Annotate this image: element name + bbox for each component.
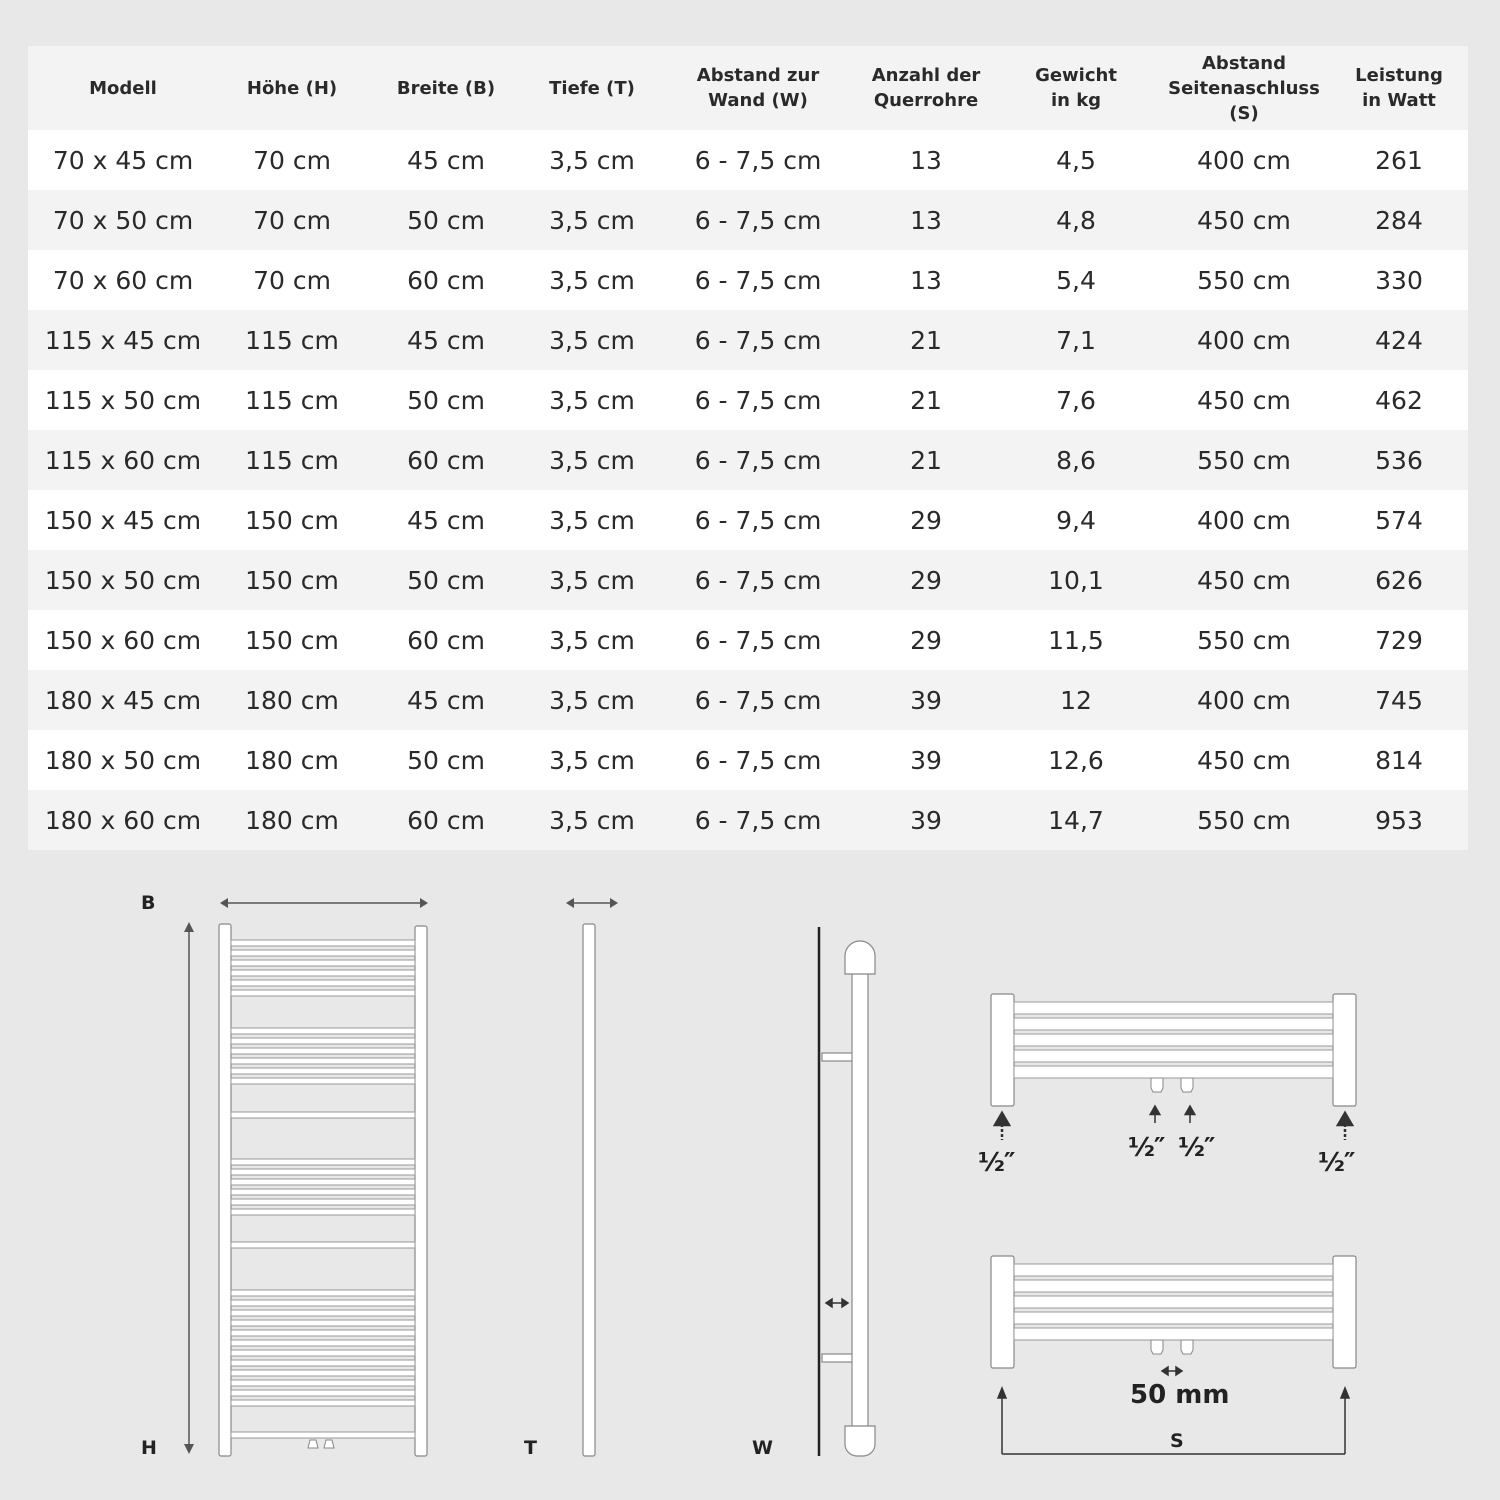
crossbar (231, 990, 415, 996)
table-cell: 261 (1330, 130, 1468, 190)
arrow-right-icon (842, 1299, 848, 1307)
radiator-rail-side (852, 960, 868, 1430)
table-cell: 115 cm (218, 430, 366, 490)
table-cell: 3,5 cm (526, 610, 658, 670)
table-cell: 180 cm (218, 670, 366, 730)
table-cell: 180 x 60 cm (28, 790, 218, 850)
table-cell: 4,8 (994, 190, 1158, 250)
table-cell: 150 x 60 cm (28, 610, 218, 670)
table-cell: 50 cm (366, 370, 526, 430)
table-cell: 180 x 45 cm (28, 670, 218, 730)
valve-icon (324, 1440, 334, 1448)
radiator-left-rail (219, 924, 231, 1456)
arrow-left-icon (1162, 1367, 1168, 1375)
crossbar (231, 1300, 415, 1306)
crossbar (231, 1159, 415, 1165)
crossbar (231, 1068, 415, 1074)
side-connection-label: S (1170, 1430, 1184, 1452)
table-cell: 14,7 (994, 790, 1158, 850)
table-cell: 50 cm (366, 190, 526, 250)
table-cell: 6 - 7,5 cm (658, 430, 858, 490)
arrow-up-icon (1341, 1388, 1349, 1398)
crossbar (231, 1400, 415, 1406)
table-cell: 11,5 (994, 610, 1158, 670)
valve-icon (1151, 1340, 1163, 1354)
table-cell: 60 cm (366, 790, 526, 850)
table-cell: 3,5 cm (526, 370, 658, 430)
arrow-down-icon (184, 1444, 194, 1454)
table-cell: 45 cm (366, 310, 526, 370)
table-cell: 70 x 45 cm (28, 130, 218, 190)
crossbar (231, 1350, 415, 1356)
width-label: B (141, 892, 156, 914)
arrow-up-icon (184, 922, 194, 932)
table-cell: 6 - 7,5 cm (658, 490, 858, 550)
column-header: Gewicht in kg (994, 46, 1158, 130)
table-cell: 3,5 cm (526, 730, 658, 790)
arrow-up-icon (1338, 1113, 1352, 1125)
arrow-up-icon (995, 1113, 1009, 1125)
connection-size-label: ½″ (1128, 1133, 1165, 1163)
table-cell: 180 x 50 cm (28, 730, 218, 790)
table-cell: 3,5 cm (526, 670, 658, 730)
table-cell: 13 (858, 130, 994, 190)
crossbar (231, 1078, 415, 1084)
table-cell: 150 cm (218, 550, 366, 610)
table-cell: 4,5 (994, 130, 1158, 190)
radiator-left-rail (991, 994, 1014, 1106)
table-cell: 70 cm (218, 190, 366, 250)
crossbar (1014, 1296, 1333, 1308)
column-header: Leistung in Watt (1330, 46, 1468, 130)
height-label: H (141, 1437, 157, 1459)
table-cell: 814 (1330, 730, 1468, 790)
table-cell: 450 cm (1158, 370, 1330, 430)
crossbar (1014, 1328, 1333, 1340)
table-cell: 3,5 cm (526, 130, 658, 190)
valve-icon (308, 1440, 318, 1448)
crossbar (231, 1290, 415, 1296)
table-cell: 115 x 45 cm (28, 310, 218, 370)
table-cell: 284 (1330, 190, 1468, 250)
crossbar (1014, 1050, 1333, 1062)
crossbar (231, 960, 415, 966)
rail-cap-bottom (845, 1426, 875, 1456)
table-cell: 450 cm (1158, 730, 1330, 790)
table-cell: 450 cm (1158, 190, 1330, 250)
table-cell: 70 cm (218, 250, 366, 310)
table-cell: 45 cm (366, 130, 526, 190)
table-cell: 3,5 cm (526, 790, 658, 850)
table-cell: 626 (1330, 550, 1468, 610)
table-cell: 10,1 (994, 550, 1158, 610)
crossbar (231, 1370, 415, 1376)
arrow-left-icon (220, 898, 228, 908)
connection-size-label: ½″ (1318, 1148, 1355, 1178)
depth-label: T (524, 1437, 537, 1459)
table-cell: 6 - 7,5 cm (658, 550, 858, 610)
arrow-up-icon (1151, 1107, 1159, 1114)
table-cell: 745 (1330, 670, 1468, 730)
crossbar (231, 1340, 415, 1346)
table-cell: 115 x 50 cm (28, 370, 218, 430)
table-cell: 6 - 7,5 cm (658, 610, 858, 670)
table-cell: 115 x 60 cm (28, 430, 218, 490)
crossbar (231, 1028, 415, 1034)
table-cell: 12 (994, 670, 1158, 730)
crossbar (1014, 1264, 1333, 1276)
table-cell: 60 cm (366, 250, 526, 310)
table-cell: 70 x 60 cm (28, 250, 218, 310)
table-cell: 180 cm (218, 790, 366, 850)
table-cell: 13 (858, 250, 994, 310)
wall-bracket (822, 1053, 854, 1061)
table-cell: 3,5 cm (526, 190, 658, 250)
crossbar (1014, 1018, 1333, 1030)
radiator-side-profile (583, 924, 595, 1456)
table-cell: 400 cm (1158, 490, 1330, 550)
table-cell: 60 cm (366, 430, 526, 490)
connection-size-label: ½″ (1178, 1133, 1215, 1163)
crossbar (1014, 1280, 1333, 1292)
crossbar (1014, 1312, 1333, 1324)
crossbar (231, 1112, 415, 1118)
radiator-crossbars (1014, 1002, 1333, 1078)
table-cell: 6 - 7,5 cm (658, 310, 858, 370)
table-cell: 21 (858, 310, 994, 370)
wall-distance-label: W (752, 1437, 773, 1459)
table-cell: 400 cm (1158, 310, 1330, 370)
table-cell: 550 cm (1158, 610, 1330, 670)
crossbar (231, 1432, 415, 1438)
column-header: Tiefe (T) (526, 46, 658, 130)
table-cell: 39 (858, 730, 994, 790)
table-cell: 39 (858, 670, 994, 730)
table-cell: 729 (1330, 610, 1468, 670)
table-cell: 3,5 cm (526, 490, 658, 550)
crossbar (1014, 1034, 1333, 1046)
table-cell: 6 - 7,5 cm (658, 370, 858, 430)
table-cell: 115 cm (218, 370, 366, 430)
table-cell: 60 cm (366, 610, 526, 670)
arrow-left-icon (826, 1299, 832, 1307)
arrow-up-icon (1186, 1107, 1194, 1114)
radiator-left-rail (991, 1256, 1014, 1368)
crossbar (231, 1330, 415, 1336)
crossbar (231, 1189, 415, 1195)
crossbar (231, 1199, 415, 1205)
table-cell: 50 cm (366, 730, 526, 790)
radiator-crossbars (231, 940, 415, 1438)
table-cell: 5,4 (994, 250, 1158, 310)
crossbar (231, 1310, 415, 1316)
valve-icon (1181, 1078, 1193, 1092)
table-cell: 7,6 (994, 370, 1158, 430)
column-header: Abstand zur Wand (W) (658, 46, 858, 130)
table-cell: 29 (858, 610, 994, 670)
crossbar (231, 1380, 415, 1386)
table-cell: 3,5 cm (526, 310, 658, 370)
column-header: Modell (28, 46, 218, 130)
crossbar (1014, 1002, 1333, 1014)
column-header: Breite (B) (366, 46, 526, 130)
table-cell: 8,6 (994, 430, 1158, 490)
table-cell: 6 - 7,5 cm (658, 670, 858, 730)
table-cell: 424 (1330, 310, 1468, 370)
radiator-right-rail (415, 926, 427, 1456)
arrow-right-icon (420, 898, 428, 908)
crossbar (231, 1360, 415, 1366)
table-cell: 39 (858, 790, 994, 850)
table-cell: 6 - 7,5 cm (658, 250, 858, 310)
arrow-up-icon (998, 1388, 1006, 1398)
table-cell: 7,1 (994, 310, 1158, 370)
valve-icon (1151, 1078, 1163, 1092)
table-cell: 21 (858, 370, 994, 430)
table-cell: 550 cm (1158, 430, 1330, 490)
table-cell: 6 - 7,5 cm (658, 730, 858, 790)
table-cell: 400 cm (1158, 670, 1330, 730)
table-cell: 462 (1330, 370, 1468, 430)
table-cell: 330 (1330, 250, 1468, 310)
connection-spacing-label: 50 mm (1130, 1380, 1230, 1410)
crossbar (231, 970, 415, 976)
table-cell: 450 cm (1158, 550, 1330, 610)
arrow-right-icon (610, 898, 618, 908)
crossbar (231, 1390, 415, 1396)
table-cell: 45 cm (366, 490, 526, 550)
table-cell: 70 cm (218, 130, 366, 190)
crossbar (231, 1242, 415, 1248)
table-cell: 29 (858, 550, 994, 610)
crossbar (231, 950, 415, 956)
table-cell: 21 (858, 430, 994, 490)
table-cell: 180 cm (218, 730, 366, 790)
arrow-right-icon (1176, 1367, 1182, 1375)
table-cell: 9,4 (994, 490, 1158, 550)
table-cell: 6 - 7,5 cm (658, 190, 858, 250)
radiator-crossbars (1014, 1264, 1333, 1340)
table-cell: 150 x 45 cm (28, 490, 218, 550)
crossbar (231, 1038, 415, 1044)
table-cell: 29 (858, 490, 994, 550)
table-cell: 6 - 7,5 cm (658, 790, 858, 850)
table-cell: 550 cm (1158, 790, 1330, 850)
crossbar (231, 1179, 415, 1185)
crossbar (1014, 1066, 1333, 1078)
table-cell: 3,5 cm (526, 550, 658, 610)
table-cell: 45 cm (366, 670, 526, 730)
column-header: Abstand Seitenaschluss (S) (1158, 46, 1330, 130)
table-cell: 115 cm (218, 310, 366, 370)
crossbar (231, 940, 415, 946)
rail-cap-top (845, 941, 875, 974)
column-header: Anzahl der Querrohre (858, 46, 994, 130)
connection-size-label: ½″ (978, 1148, 1015, 1178)
table-cell: 953 (1330, 790, 1468, 850)
column-header: Höhe (H) (218, 46, 366, 130)
crossbar (231, 1048, 415, 1054)
table-cell: 400 cm (1158, 130, 1330, 190)
table-cell: 3,5 cm (526, 430, 658, 490)
table-cell: 150 x 50 cm (28, 550, 218, 610)
arrow-left-icon (566, 898, 574, 908)
table-cell: 3,5 cm (526, 250, 658, 310)
table-cell: 550 cm (1158, 250, 1330, 310)
table-cell: 13 (858, 190, 994, 250)
table-cell: 12,6 (994, 730, 1158, 790)
table-cell: 536 (1330, 430, 1468, 490)
crossbar (231, 1169, 415, 1175)
table-cell: 70 x 50 cm (28, 190, 218, 250)
table-cell: 574 (1330, 490, 1468, 550)
table-cell: 150 cm (218, 610, 366, 670)
radiator-right-rail (1333, 1256, 1356, 1368)
crossbar (231, 1209, 415, 1215)
wall-bracket (822, 1354, 854, 1362)
table-cell: 150 cm (218, 490, 366, 550)
table-cell: 50 cm (366, 550, 526, 610)
crossbar (231, 1320, 415, 1326)
radiator-right-rail (1333, 994, 1356, 1106)
valve-icon (1181, 1340, 1193, 1354)
crossbar (231, 980, 415, 986)
table-cell: 6 - 7,5 cm (658, 130, 858, 190)
crossbar (231, 1058, 415, 1064)
